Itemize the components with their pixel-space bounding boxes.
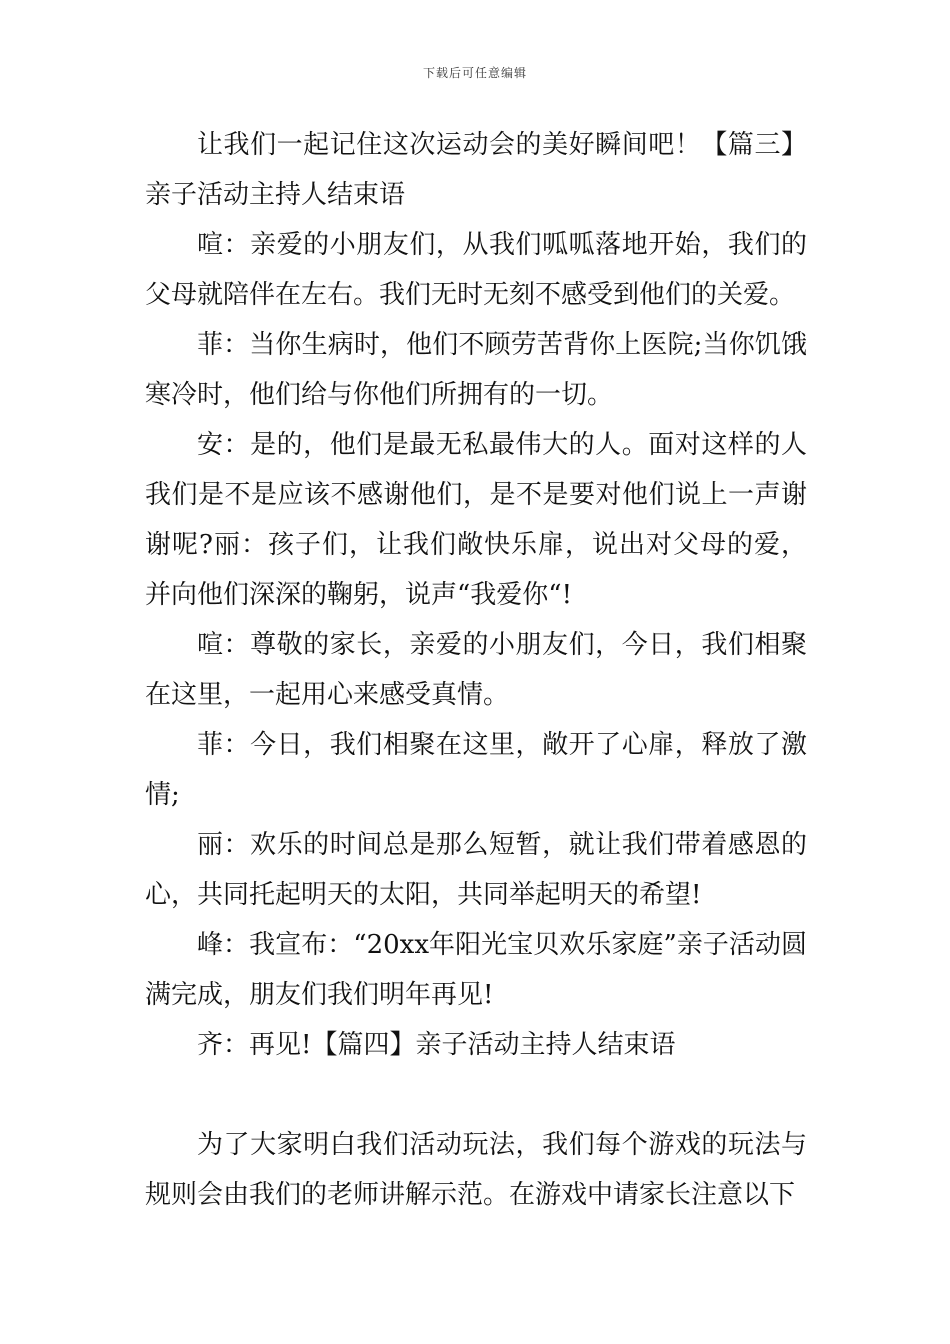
paragraph-gap xyxy=(145,1070,807,1120)
paragraph-4: 安：是的，他们是最无私最伟大的人。面对这样的人我们是不是应该不感谢他们，是不是要对他们说上一声谢谢呢?丽：孩子们，让我们敞快乐扉，说出对父母的爱，并向他们深深的鞠躬，说声“我爱你“! xyxy=(145,430,807,610)
paragraph-9: 齐：再见!【篇四】亲子活动主持人结束语 xyxy=(197,1030,676,1060)
paragraph-8: 峰：我宣布：“20xx年阳光宝贝欢乐家庭”亲子活动圆满完成，朋友们我们明年再见! xyxy=(145,930,807,1010)
paragraph-7: 丽：欢乐的时间总是那么短暂，就让我们带着感恩的心，共同托起明天的太阳，共同举起明天的希望! xyxy=(145,830,807,910)
paragraph-1: 让我们一起记住这次运动会的美好瞬间吧！【篇三】亲子活动主持人结束语 xyxy=(145,130,807,210)
paragraph-10: 为了大家明白我们活动玩法，我们每个游戏的玩法与规则会由我们的老师讲解示范。在游戏中请家长注意以下 xyxy=(145,1130,807,1210)
paragraph-2: 喧：亲爱的小朋友们，从我们呱呱落地开始，我们的父母就陪伴在左右。我们无时无刻不感受到他们的关爱。 xyxy=(145,230,807,310)
header-note: 下载后可任意编辑 xyxy=(422,66,527,80)
paragraph-6: 菲：今日，我们相聚在这里，敞开了心扉，释放了激情; xyxy=(145,730,807,810)
document-body xyxy=(145,120,807,1220)
paragraph-3: 菲：当你生病时，他们不顾劳苦背你上医院;当你饥饿寒冷时，他们给与你他们所拥有的一切。 xyxy=(145,330,807,410)
paragraph-5: 喧：尊敬的家长，亲爱的小朋友们，今日，我们相聚在这里，一起用心来感受真情。 xyxy=(145,630,807,710)
